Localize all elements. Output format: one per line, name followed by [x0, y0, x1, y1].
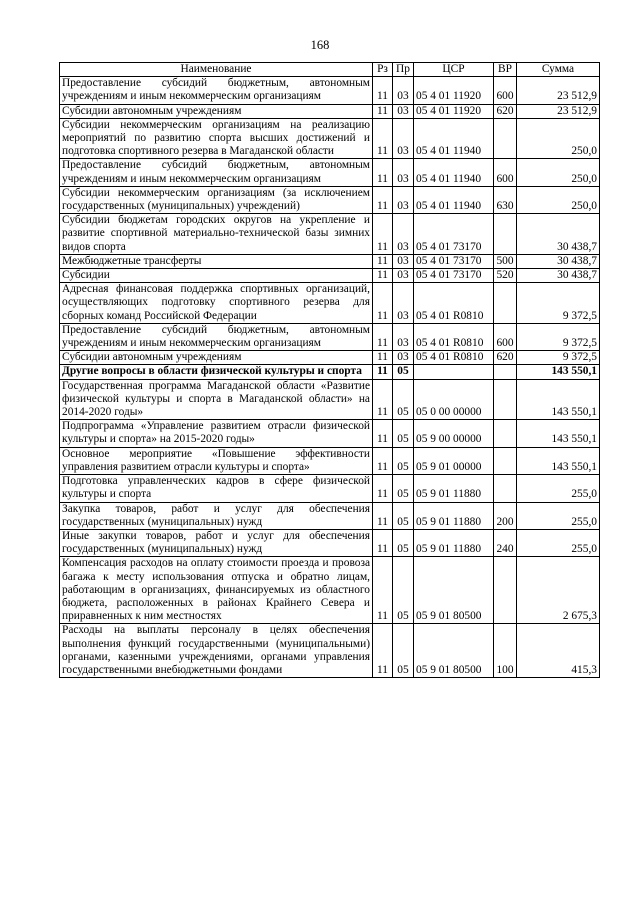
cell-csr: 05 9 01 80500 — [414, 624, 494, 678]
table-row — [60, 283, 600, 324]
cell-vr — [494, 214, 517, 255]
cell-sum: 143 550,1 — [517, 365, 600, 379]
cell-csr: 05 9 01 11880 — [414, 475, 494, 502]
header-pr: Пр — [393, 63, 414, 77]
cell-name: Государственная программа Магаданской области «Развитие физической культуры и спорта в Магаданской области» на 2014-2020 годы» — [60, 379, 373, 420]
header-csr: ЦСР — [414, 63, 494, 77]
cell-sum: 143 550,1 — [517, 447, 600, 474]
cell-rz: 11 — [373, 365, 393, 379]
cell-rz: 11 — [373, 269, 393, 283]
cell-vr: 500 — [494, 254, 517, 268]
table-row — [60, 624, 600, 678]
cell-sum: 415,3 — [517, 624, 600, 678]
cell-vr — [494, 557, 517, 624]
cell-pr: 03 — [393, 283, 414, 324]
cell-name: Межбюджетные трансферты — [60, 254, 373, 268]
cell-sum: 9 372,5 — [517, 283, 600, 324]
cell-vr — [494, 447, 517, 474]
cell-sum: 143 550,1 — [517, 379, 600, 420]
cell-sum: 2 675,3 — [517, 557, 600, 624]
cell-csr: 05 4 01 11920 — [414, 77, 494, 104]
cell-sum: 250,0 — [517, 159, 600, 186]
budget-table — [59, 62, 600, 678]
cell-name: Другие вопросы в области физической культуры и спорта — [60, 365, 373, 379]
cell-vr: 200 — [494, 502, 517, 529]
cell-sum: 23 512,9 — [517, 77, 600, 104]
cell-pr: 05 — [393, 502, 414, 529]
cell-vr — [494, 475, 517, 502]
cell-rz: 11 — [373, 323, 393, 350]
cell-rz: 11 — [373, 214, 393, 255]
cell-csr: 05 9 01 11880 — [414, 529, 494, 556]
cell-csr: 05 0 00 00000 — [414, 379, 494, 420]
cell-csr: 05 9 01 80500 — [414, 557, 494, 624]
table-row — [60, 254, 600, 268]
cell-pr: 05 — [393, 624, 414, 678]
cell-pr: 05 — [393, 365, 414, 379]
cell-csr: 05 4 01 73170 — [414, 254, 494, 268]
cell-pr: 03 — [393, 269, 414, 283]
table-row — [60, 502, 600, 529]
cell-vr — [494, 420, 517, 447]
header-name: Наименование — [60, 63, 373, 77]
cell-rz: 11 — [373, 159, 393, 186]
table-header-row — [60, 63, 600, 77]
cell-rz: 11 — [373, 186, 393, 213]
cell-pr: 03 — [393, 159, 414, 186]
cell-rz: 11 — [373, 502, 393, 529]
header-sum: Сумма — [517, 63, 600, 77]
cell-rz: 11 — [373, 379, 393, 420]
cell-csr: 05 9 00 00000 — [414, 420, 494, 447]
cell-sum: 23 512,9 — [517, 104, 600, 118]
cell-pr: 05 — [393, 475, 414, 502]
cell-name: Субсидии автономным учреждениям — [60, 351, 373, 365]
cell-name: Субсидии бюджетам городских округов на укрепление и развитие спортивной материально-технической базы зимних видов спорта — [60, 214, 373, 255]
cell-csr: 05 4 01 11940 — [414, 159, 494, 186]
cell-csr: 05 9 01 11880 — [414, 502, 494, 529]
cell-rz: 11 — [373, 624, 393, 678]
cell-rz: 11 — [373, 351, 393, 365]
cell-rz: 11 — [373, 420, 393, 447]
table-row — [60, 447, 600, 474]
table-row — [60, 77, 600, 104]
cell-csr: 05 4 01 73170 — [414, 214, 494, 255]
table-row — [60, 475, 600, 502]
cell-name: Субсидии некоммерческим организациям на реализацию мероприятий по развитию спорта высших достижений и подготовка спортивного резерва в Магаданской области — [60, 118, 373, 159]
cell-sum: 255,0 — [517, 502, 600, 529]
table-row — [60, 269, 600, 283]
cell-rz: 11 — [373, 529, 393, 556]
cell-rz: 11 — [373, 118, 393, 159]
cell-pr: 05 — [393, 447, 414, 474]
cell-csr — [414, 365, 494, 379]
table-row — [60, 351, 600, 365]
table-row — [60, 420, 600, 447]
cell-sum: 255,0 — [517, 529, 600, 556]
cell-name: Подготовка управленческих кадров в сфере физической культуры и спорта — [60, 475, 373, 502]
cell-name: Предоставление субсидий бюджетным, автономным учреждениям и иным некоммерческим организациям — [60, 323, 373, 350]
cell-csr: 05 4 01 11940 — [414, 118, 494, 159]
cell-sum: 30 438,7 — [517, 214, 600, 255]
cell-csr: 05 4 01 73170 — [414, 269, 494, 283]
cell-rz: 11 — [373, 447, 393, 474]
cell-name: Расходы на выплаты персоналу в целях обеспечения выполнения функций государственными (муниципальными) органами, казенными учреждениями, органами управления государственными внебюджетными фондами — [60, 624, 373, 678]
cell-vr — [494, 118, 517, 159]
cell-name: Субсидии некоммерческим организациям (за исключением государственных (муниципальных) учреждений) — [60, 186, 373, 213]
table-row — [60, 214, 600, 255]
cell-vr: 620 — [494, 104, 517, 118]
cell-pr: 03 — [393, 104, 414, 118]
cell-sum: 143 550,1 — [517, 420, 600, 447]
cell-pr: 03 — [393, 118, 414, 159]
cell-vr: 100 — [494, 624, 517, 678]
cell-pr: 05 — [393, 557, 414, 624]
table-row — [60, 323, 600, 350]
cell-rz: 11 — [373, 104, 393, 118]
cell-csr: 05 4 01 R0810 — [414, 351, 494, 365]
table-row — [60, 379, 600, 420]
cell-pr: 03 — [393, 214, 414, 255]
cell-pr: 05 — [393, 529, 414, 556]
cell-csr: 05 9 01 00000 — [414, 447, 494, 474]
table-row — [60, 186, 600, 213]
cell-rz: 11 — [373, 475, 393, 502]
cell-name: Субсидии — [60, 269, 373, 283]
cell-name: Подпрограмма «Управление развитием отрасли физической культуры и спорта» на 2015-2020 годы» — [60, 420, 373, 447]
cell-pr: 05 — [393, 379, 414, 420]
cell-csr: 05 4 01 R0810 — [414, 283, 494, 324]
cell-csr: 05 4 01 R0810 — [414, 323, 494, 350]
cell-pr: 03 — [393, 77, 414, 104]
cell-vr: 600 — [494, 77, 517, 104]
cell-vr: 520 — [494, 269, 517, 283]
cell-name: Закупка товаров, работ и услуг для обеспечения государственных (муниципальных) нужд — [60, 502, 373, 529]
cell-vr: 240 — [494, 529, 517, 556]
cell-name: Предоставление субсидий бюджетным, автономным учреждениям и иным некоммерческим организациям — [60, 159, 373, 186]
cell-name: Компенсация расходов на оплату стоимости проезда и провоза багажа к месту использования отпуска и обратно лицам, работающим в организациях, финансируемых из областного бюджета, расположенных в районах Крайнего Севера и приравненных к ним местностях — [60, 557, 373, 624]
cell-name: Основное мероприятие «Повышение эффективности управления развитием отрасли культуры и спорта» — [60, 447, 373, 474]
cell-vr — [494, 283, 517, 324]
cell-name: Субсидии автономным учреждениям — [60, 104, 373, 118]
cell-sum: 9 372,5 — [517, 351, 600, 365]
cell-csr: 05 4 01 11920 — [414, 104, 494, 118]
cell-rz: 11 — [373, 283, 393, 324]
cell-sum: 30 438,7 — [517, 269, 600, 283]
cell-pr: 03 — [393, 323, 414, 350]
page-number: 168 — [310, 38, 330, 52]
table-row — [60, 365, 600, 379]
cell-vr — [494, 365, 517, 379]
cell-name: Иные закупки товаров, работ и услуг для обеспечения государственных (муниципальных) нужд — [60, 529, 373, 556]
cell-sum: 9 372,5 — [517, 323, 600, 350]
cell-name: Предоставление субсидий бюджетным, автономным учреждениям и иным некоммерческим организациям — [60, 77, 373, 104]
cell-vr: 630 — [494, 186, 517, 213]
cell-rz: 11 — [373, 254, 393, 268]
cell-sum: 250,0 — [517, 118, 600, 159]
table-row — [60, 159, 600, 186]
cell-vr: 620 — [494, 351, 517, 365]
cell-sum: 250,0 — [517, 186, 600, 213]
cell-csr: 05 4 01 11940 — [414, 186, 494, 213]
table-row — [60, 529, 600, 556]
cell-rz: 11 — [373, 77, 393, 104]
cell-pr: 03 — [393, 351, 414, 365]
cell-rz: 11 — [373, 557, 393, 624]
cell-pr: 03 — [393, 186, 414, 213]
table-row — [60, 557, 600, 624]
cell-sum: 30 438,7 — [517, 254, 600, 268]
cell-pr: 05 — [393, 420, 414, 447]
table-row — [60, 104, 600, 118]
cell-vr: 600 — [494, 159, 517, 186]
cell-vr — [494, 379, 517, 420]
header-vr: ВР — [494, 63, 517, 77]
header-rz: Рз — [373, 63, 393, 77]
table-row — [60, 118, 600, 159]
cell-name: Адресная финансовая поддержка спортивных организаций, осуществляющих подготовку спортивного резерва для сборных команд Российской Федерации — [60, 283, 373, 324]
cell-pr: 03 — [393, 254, 414, 268]
table-body — [60, 77, 600, 678]
cell-vr: 600 — [494, 323, 517, 350]
cell-sum: 255,0 — [517, 475, 600, 502]
